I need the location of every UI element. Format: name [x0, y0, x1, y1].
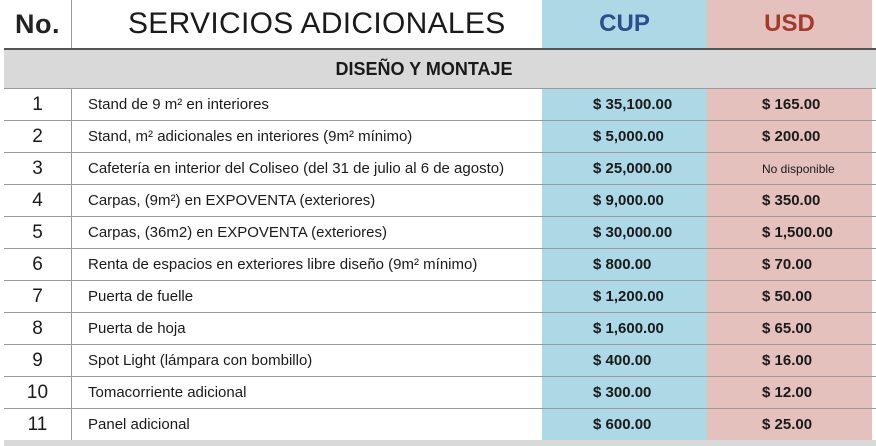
header-title: SERVICIOS ADICIONALES	[71, 0, 542, 48]
row-price-cup: $ 5,000.00	[542, 121, 707, 152]
table-row	[4, 185, 876, 217]
row-price-cup: $ 9,000.00	[542, 185, 707, 216]
row-price-cup: $ 35,100.00	[542, 89, 707, 120]
table-row	[4, 281, 876, 313]
row-price-cup: $ 25,000.00	[542, 153, 707, 184]
row-number: 4	[32, 189, 43, 211]
table-row	[4, 313, 876, 345]
row-price-usd: $ 350.00	[707, 185, 872, 216]
row-description: Carpas, (9m²) en EXPOVENTA (exteriores)	[71, 185, 542, 216]
table-row	[4, 89, 876, 121]
header-cup: CUP	[542, 0, 707, 48]
row-price-cup: $ 400.00	[542, 345, 707, 376]
table-header	[4, 0, 876, 50]
row-price-usd: $ 165.00	[707, 89, 872, 120]
row-description: Puerta de fuelle	[71, 281, 542, 312]
row-description: Renta de espacios en exteriores libre diseño (9m² mínimo)	[71, 249, 542, 280]
table-row	[4, 217, 876, 249]
row-number: 3	[32, 157, 43, 179]
row-description: Spot Light (lámpara con bombillo)	[71, 345, 542, 376]
row-price-usd: $ 1,500.00	[707, 217, 872, 248]
row-price-usd: $ 12.00	[707, 377, 872, 408]
table-row	[4, 409, 876, 440]
row-description: Tomacorriente adicional	[71, 377, 542, 408]
row-price-usd: $ 25.00	[707, 409, 872, 440]
row-description: Stand, m² adicionales en interiores (9m² mínimo)	[71, 121, 542, 152]
header-no: No.	[15, 8, 60, 39]
row-description: Puerta de hoja	[71, 313, 542, 344]
row-price-cup: $ 1,600.00	[542, 313, 707, 344]
table-row	[4, 249, 876, 281]
row-number: 5	[32, 221, 43, 243]
row-number: 10	[26, 381, 49, 403]
row-number: 1	[32, 93, 43, 115]
section-header	[4, 50, 876, 89]
row-description: Carpas, (36m2) en EXPOVENTA (exteriores)	[71, 217, 542, 248]
row-price-cup: $ 30,000.00	[542, 217, 707, 248]
pricing-table	[4, 0, 876, 446]
section-title: DISEÑO Y MONTAJE	[335, 58, 513, 79]
row-price-usd: No disponible	[707, 153, 872, 184]
row-price-cup: $ 600.00	[542, 409, 707, 440]
row-description: Panel adicional	[71, 409, 542, 440]
row-price-usd: $ 16.00	[707, 345, 872, 376]
row-price-cup: $ 800.00	[542, 249, 707, 280]
row-price-usd: $ 65.00	[707, 313, 872, 344]
table-row	[4, 153, 876, 185]
table-row	[4, 121, 876, 153]
row-price-usd: $ 200.00	[707, 121, 872, 152]
row-number: 11	[27, 413, 48, 435]
row-price-usd: $ 50.00	[707, 281, 872, 312]
table-bottom-divider	[4, 440, 876, 446]
table-row	[4, 345, 876, 377]
row-number: 9	[32, 349, 43, 371]
row-description: Stand de 9 m² en interiores	[71, 89, 542, 120]
row-description: Cafetería en interior del Coliseo (del 31 de julio al 6 de agosto)	[71, 153, 542, 184]
header-usd: USD	[707, 0, 872, 48]
row-number: 8	[32, 317, 43, 339]
row-number: 6	[32, 253, 43, 275]
row-number: 2	[32, 125, 43, 147]
row-price-cup: $ 300.00	[542, 377, 707, 408]
row-price-cup: $ 1,200.00	[542, 281, 707, 312]
table-row	[4, 377, 876, 409]
row-number: 7	[32, 285, 43, 307]
row-price-usd: $ 70.00	[707, 249, 872, 280]
